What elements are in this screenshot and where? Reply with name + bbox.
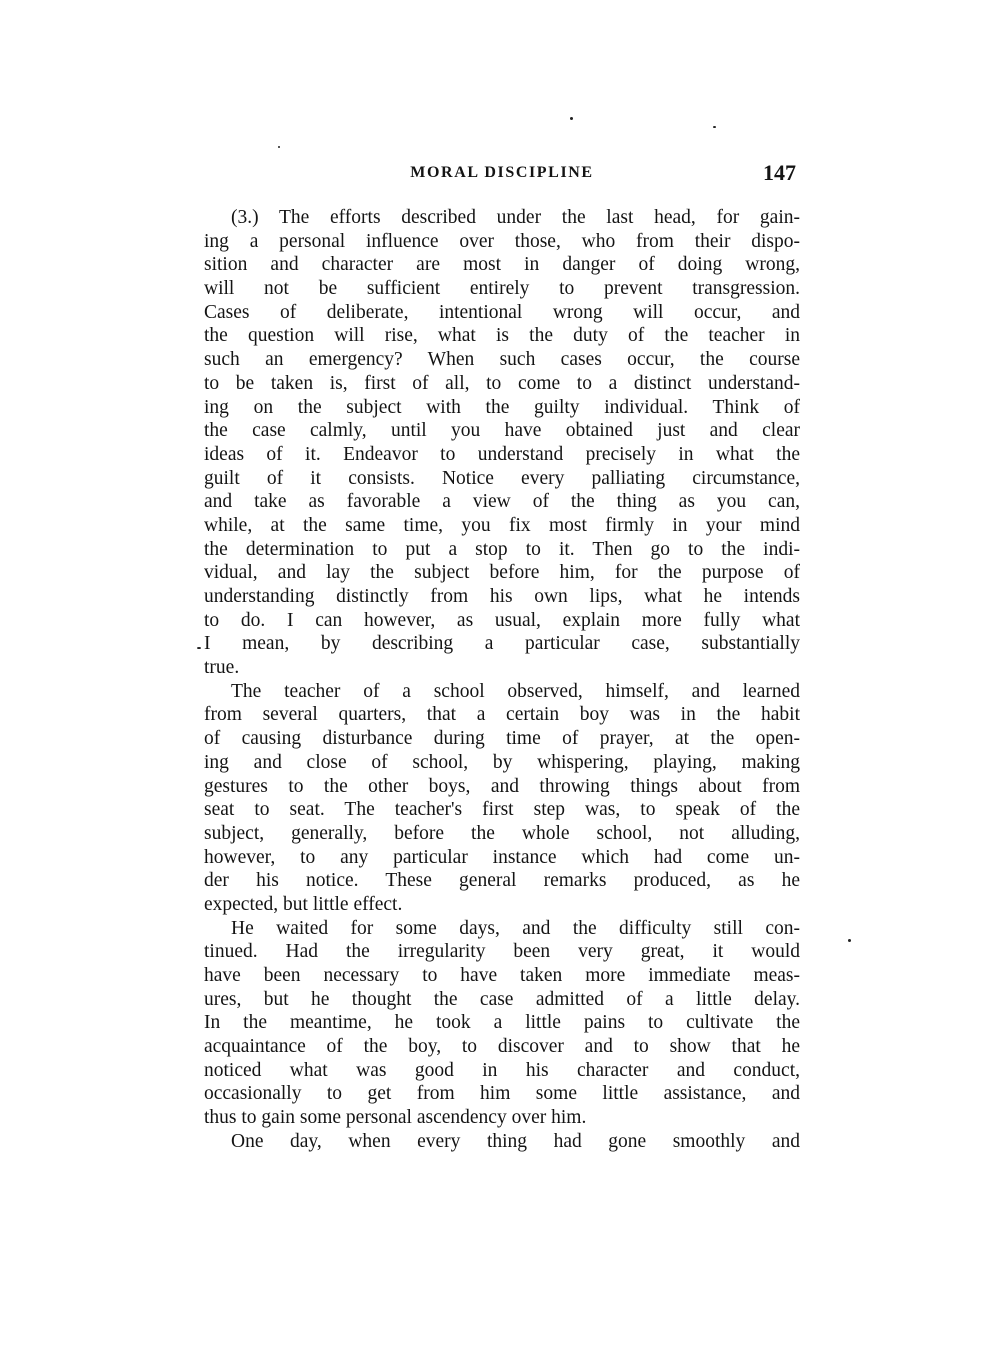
text-line: expected, but little effect. [204, 893, 403, 915]
text-line: guilt of it consists. Notice every palliating circumstance, [204, 467, 800, 489]
text-line: of causing disturbance during time of prayer, at the open- [204, 728, 800, 750]
print-speck [570, 117, 573, 120]
text-line: ing and close of school, by whispering, playing, making [204, 751, 800, 773]
text-line: acquaintance of the boy, to discover and to show that he [204, 1036, 800, 1058]
page-header [204, 160, 800, 190]
running-head: MORAL DISCIPLINE [410, 164, 594, 181]
print-speck [848, 939, 851, 942]
text-line: ing a personal influence over those, who from their dispo- [204, 230, 800, 252]
text-line: In the meantime, he took a little pains to cultivate the [204, 1012, 800, 1034]
text-line: such an emergency? When such cases occur, the course [204, 349, 800, 371]
text-line: Cases of deliberate, intentional wrong will occur, and [204, 301, 800, 323]
text-line: and take as favorable a view of the thing as you can, [204, 491, 800, 513]
text-line: the determination to put a stop to it. Then go to the indi- [204, 538, 800, 560]
text-line: will not be sufficient entirely to prevent transgression. [204, 278, 800, 300]
text-line: the question will rise, what is the duty of the teacher in [204, 325, 800, 347]
text-line: He waited for some days, and the difficulty still con- [231, 917, 800, 939]
text-line: however, to any particular instance which had come un- [204, 846, 800, 868]
page-number: 147 [763, 160, 796, 185]
text-line: gestures to the other boys, and throwing things about from [204, 775, 800, 797]
text-line: thus to gain some personal ascendency over him. [204, 1107, 587, 1129]
text-line: der his notice. These general remarks produced, as he [204, 870, 800, 892]
text-line: I mean, by describing a particular case, substantially [204, 633, 800, 655]
text-line: sition and character are most in danger of doing wrong, [204, 254, 800, 276]
print-speck [197, 647, 201, 649]
text-line: subject, generally, before the whole school, not alluding, [204, 822, 800, 844]
text-line: vidual, and lay the subject before him, for the purpose of [204, 562, 800, 584]
text-line: seat to seat. The teacher's first step was, to speak of the [204, 799, 800, 821]
print-speck [278, 146, 280, 148]
text-line: to be taken is, first of all, to come to a distinct understand- [204, 372, 800, 394]
text-line: to do. I can however, as usual, explain more fully what [204, 609, 800, 631]
text-line: tinued. Had the irregularity been very great, it would [204, 941, 800, 963]
text-line: noticed what was good in his character and conduct, [204, 1059, 800, 1081]
text-line: ures, but he thought the case admitted of a little delay. [204, 988, 800, 1010]
text-line: ideas of it. Endeavor to understand precisely in what the [204, 443, 800, 465]
text-line: the case calmly, until you have obtained just and clear [204, 420, 800, 442]
body-text [204, 206, 800, 1154]
text-line: The teacher of a school observed, himself, and learned [231, 680, 800, 702]
text-line: understanding distinctly from his own lips, what he intends [204, 586, 800, 607]
text-line: occasionally to get from him some little assistance, and [204, 1083, 800, 1105]
text-line: One day, when every thing had gone smoothly and [231, 1130, 800, 1152]
text-line: while, at the same time, you fix most firmly in your mind [204, 514, 800, 536]
text-line: true. [204, 657, 240, 679]
text-line: ing on the subject with the guilty individual. Think of [204, 396, 800, 418]
text-line: have been necessary to have taken more immediate meas- [204, 965, 800, 986]
text-line: from several quarters, that a certain boy was in the habit [204, 704, 800, 726]
text-line: (3.) The efforts described under the last head, for gain- [231, 207, 800, 228]
print-speck [713, 126, 716, 128]
